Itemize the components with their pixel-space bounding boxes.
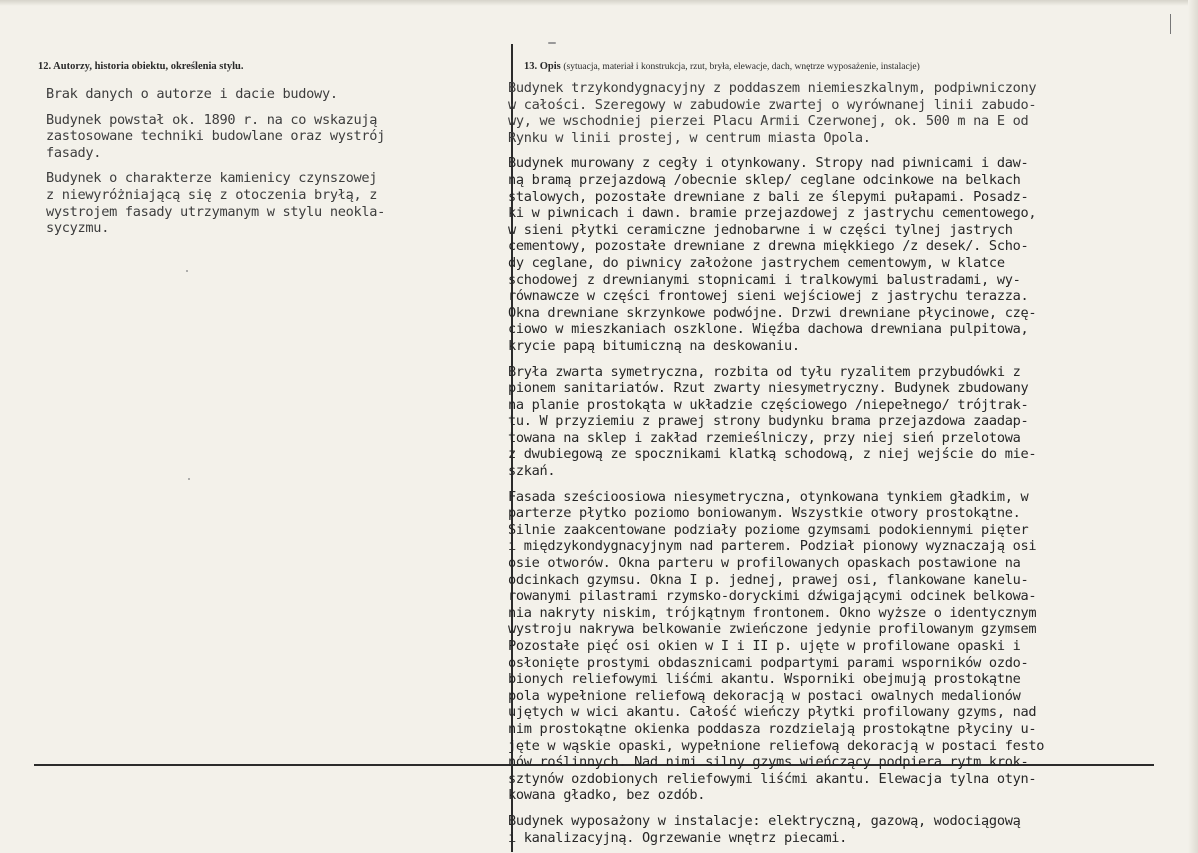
text-line: ciowo w mieszkaniach oszklone. Więźba dachowa drewniana pulpitowa, [508,321,1029,338]
text-line: z dwubiegową ze spocznikami klatką schodową, z niej wejście do mie- [508,446,1037,463]
text-line: ki w piwnicach i dawn. bramie przejazdowej z jastrychu cementowego, [508,205,1037,222]
section-12-paragraph [46,86,501,103]
text-line: Okna drewniane skrzynkowe podwójne. Drzwi drewniane płycinowe, czę- [508,304,1037,321]
section-13-title: 13. Opis [524,61,561,72]
text-line: Budynek o charakterze kamienicy czynszowej [46,170,378,187]
text-line: schodowej z drewnianymi stopnicami i tralkowymi balustradami, wy- [508,271,1021,288]
paper-speck [188,478,190,480]
text-line: ujętych w wici akantu. Całość wieńczy płytki profilowany gzyms, nad [508,704,1037,721]
section-13-paragraph [508,489,1190,804]
text-line: krycie papą bitumiczną na deskowaniu. [508,337,800,354]
text-line: ną bramą przejazdową /obecnie sklep/ ceglane odcinkowe na belkach [508,171,1021,188]
text-line: parterze płytko poziomo boniowanym. Wszystkie otwory prostokątne. [508,505,1021,522]
section-13-paragraph [508,364,1190,480]
text-line: stalowych, pozostałe drewniane z bali ze ślepymi pułapami. Posadz- [508,188,1029,205]
section-13-paragraph [508,813,1190,846]
text-line: zastosowane techniki budowlane oraz wystrój [46,128,386,145]
text-line: tu. W przyziemiu z prawej strony budynku brama przejazdowa zaadap- [508,413,1029,430]
text-line: pola wypełnione reliefową dekoracją w postaci owalnych medalionów [508,687,1021,704]
text-line: wy, we wschodniej pierzei Placu Armii Czerwonej, ok. 500 m na E od [508,113,1029,130]
text-line: Rynku w linii prostej, w centrum miasta Opola. [508,129,871,146]
text-line: sztynów ozdobionych reliefowymi liśćmi akantu. Elewacja tylna otyn- [508,770,1037,787]
text-line: cementowy, pozostałe drewniane z drewna miękkiego /z desek/. Scho- [508,238,1029,255]
corner-mark [1170,14,1171,34]
paper-speck [548,42,556,44]
text-line: i międzykondygnacyjnym nad parterem. Podział pionowy wyznaczają osi [508,538,1037,555]
section-12-paragraph [46,112,501,162]
section-12-header: 12. Autorzy, historia obiektu, określenia stylu. [38,61,244,72]
text-line: szkań. [508,463,556,480]
text-line: na planie prostokąta w układzie częściowego /niepełnego/ trójtrak- [508,396,1029,413]
section-13-body [508,80,1190,846]
text-line: odcinkach gzymsu. Okna I p. jednej, prawej osi, flankowane kanelu- [508,571,1029,588]
text-line: bionych reliefowymi liśćmi akantu. Wsporniki obejmują prostokątne [508,671,1021,688]
text-line: nim prostokątne okienka poddasza rozdzielają prostokątne płyciny u- [508,720,1037,737]
section-13-header [524,61,920,72]
text-line: Pozostałe pięć osi okien w I i II p. ujęte w profilowane opaski i [508,638,1021,654]
text-line: Budynek wyposażony w instalacje: elektryczną, gazową, wodociągową [508,812,1021,829]
paper-speck [186,270,188,272]
text-line: dy ceglane, do piwnicy założone jastrychem cementowym, w klatce [508,254,1005,271]
section-12-body [46,86,501,237]
text-line: Budynek powstał ok. 1890 r. na co wskazują [46,111,378,128]
page-top-edge [0,0,1198,6]
text-line: kowana gładko, bez ozdób. [508,787,706,804]
text-line: Budynek murowany z cegły i otynkowany. Stropy nad piwnicami i daw- [508,155,1029,172]
text-line: sycyzmu. [46,220,110,237]
text-line: w sieni płytki ceramiczne jednobarwne i w części tylnej jastrych [508,221,1013,238]
text-line: nów roślinnych. Nad nimi silny gzyms wieńczący podpiera rytm krok- [508,754,1029,771]
text-line: Fasada sześcioosiowa niesymetryczna, otynkowana tynkiem gładkim, w [508,488,1029,505]
text-line: osie otworów. Okna parteru w profilowanych opaskach postawione na [508,555,1021,572]
text-line: osłonięte prostymi obdasznicami podpartymi parami wsporników ozdo- [508,654,1029,671]
text-line: z niewyróżniającą się z otoczenia bryłą, z [46,186,378,203]
section-13-paragraph [508,155,1190,354]
text-line: wystroju nakrywa belkowanie zwieńczone jedynie profilowanym gzymsem [508,621,1037,638]
text-line: nia nakryty niskim, trójkątnym frontonem. Okno wyższe o identycznym [508,604,1037,621]
text-line: Brak danych o autorze i dacie budowy. [46,86,338,102]
text-line: wystrojem fasady utrzymanym w stylu neokla- [46,203,386,220]
text-line: Bryła zwarta symetryczna, rozbita od tyłu ryzalitem przybudówki z [508,363,1021,380]
section-13-paragraph [508,80,1190,146]
text-line: towana na sklep i zakład rzemieślniczy, przy niej sień przelotowa [508,429,1021,446]
text-line: równawcze w części frontowej sieni wejściowej z jastrychu terazza. [508,288,1029,305]
text-line: rowanymi pilastrami rzymsko-doryckimi dźwigającymi odcinek belkowa- [508,588,1037,605]
text-line: fasady. [46,144,102,161]
text-line: Budynek trzykondygnacyjny z poddaszem niemieszkalnym, podpiwniczony [508,80,1037,96]
text-line: Silnie zaakcentowane podziały poziome gzymsami podokiennymi pięter [508,521,1029,538]
text-line: pionem sanitariatów. Rzut zwarty niesymetryczny. Budynek zbudowany [508,380,1029,397]
text-line: jęte w wąskie opaski, wypełnione reliefową dekoracją w postaci festo [508,737,1045,754]
text-line: w całości. Szeregowy w zabudowie zwartej o wyrównanej linii zabudo- [508,96,1037,113]
section-12-paragraph [46,170,501,236]
text-line: i kanalizacyjną. Ogrzewanie wnętrz piecami. [508,829,848,846]
section-13-subtitle: (sytuacja, materiał i konstrukcja, rzut, bryła, elewacje, dach, wnętrze wyposażenie, instalacje) [563,62,920,72]
